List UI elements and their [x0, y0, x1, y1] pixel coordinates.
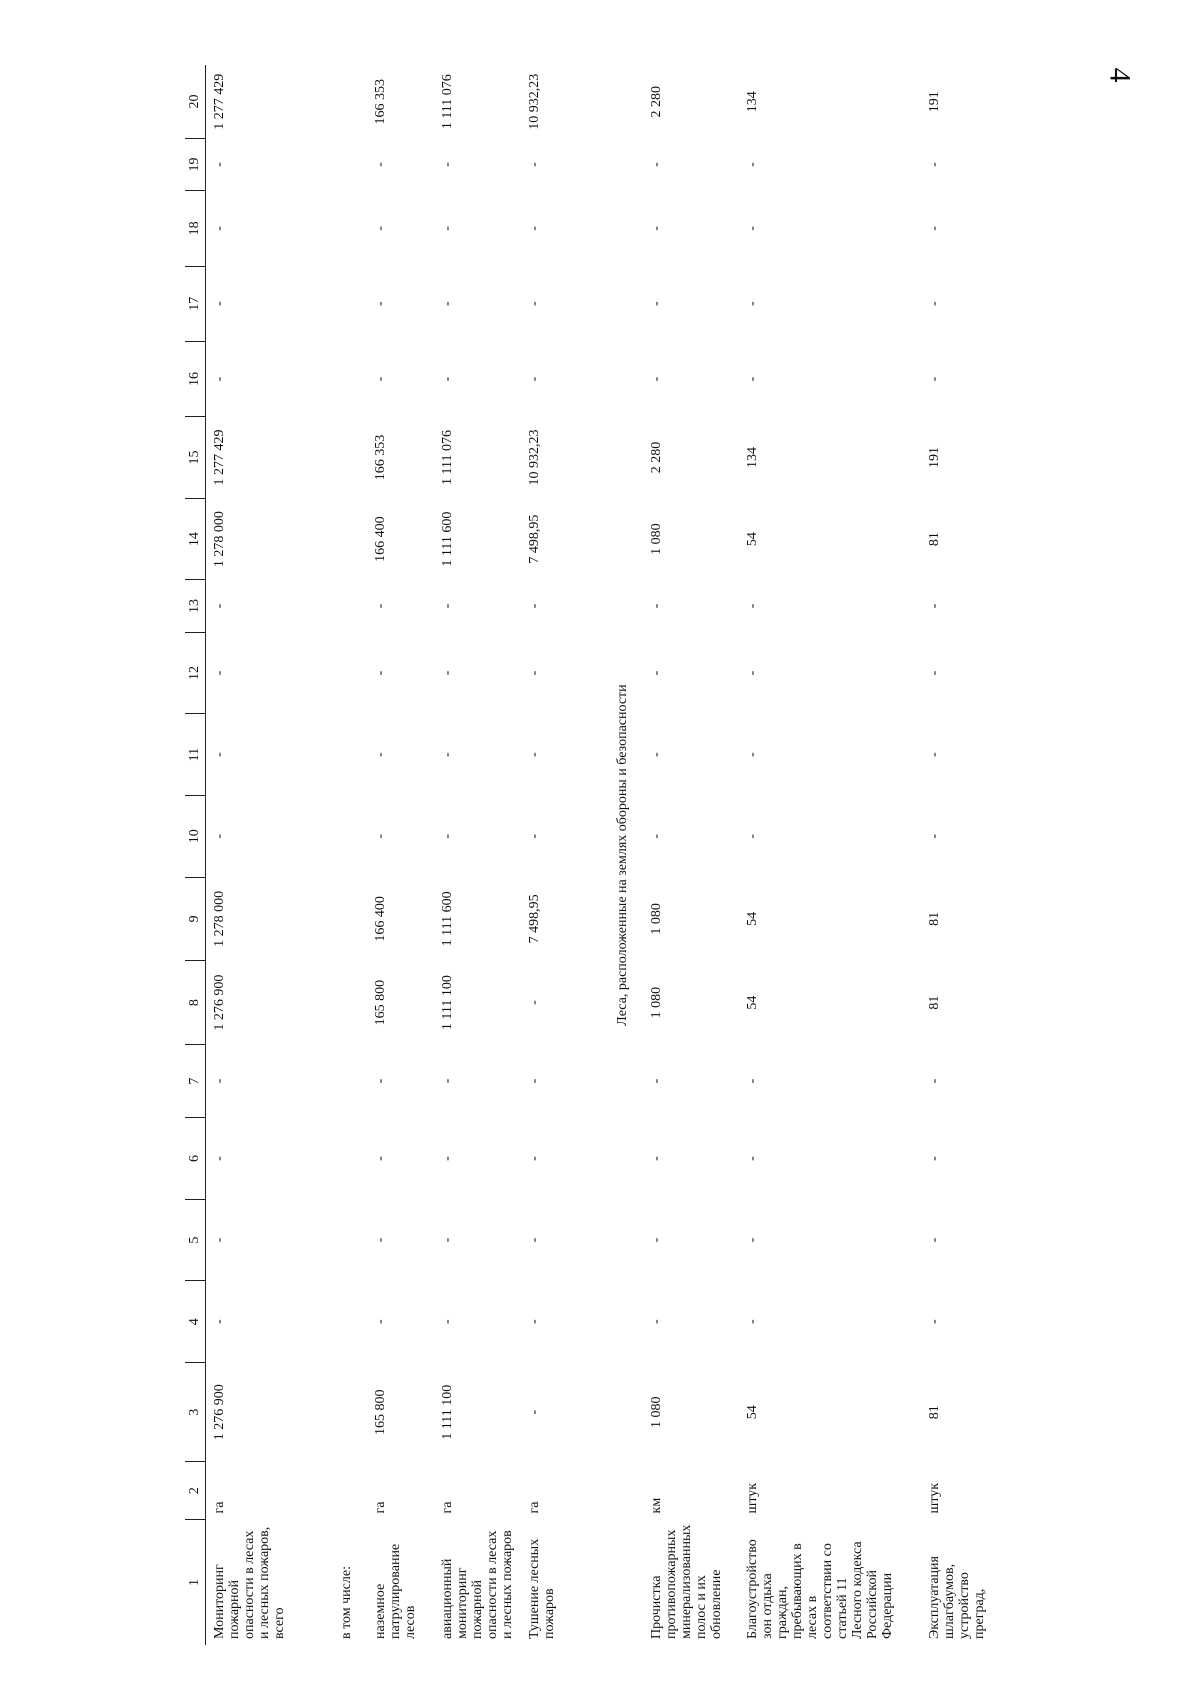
table-cell: -	[527, 1409, 542, 1415]
table-cell: -	[527, 670, 542, 676]
table-cell: -	[440, 1237, 455, 1243]
table-cell: 134	[745, 446, 760, 468]
column-header: 20	[185, 65, 206, 138]
table-cell	[333, 877, 367, 961]
table-cell: 1 278 000	[212, 890, 227, 947]
table-cell: 81	[927, 911, 942, 926]
table-cell	[333, 1281, 367, 1363]
row-unit: га	[440, 1501, 455, 1514]
row-name: Тушение лесных пожаров	[527, 1538, 557, 1639]
page-number: 4	[1103, 67, 1137, 83]
table-cell: -	[212, 1078, 227, 1084]
table-cell: -	[373, 226, 388, 231]
column-header: 9	[185, 877, 206, 961]
table-cell	[333, 1118, 367, 1200]
table-cell: -	[527, 752, 542, 757]
table-cell: 10 932,23	[527, 429, 542, 486]
table-cell: -	[527, 1156, 542, 1161]
table-cell: -	[927, 376, 942, 382]
table-cell: 166 400	[373, 896, 388, 942]
row-unit: га	[373, 1501, 388, 1514]
table-cell: 81	[927, 532, 942, 547]
row-name: авиационный мониторинг пожарной опасности в лесах и лесных пожаров	[440, 1530, 515, 1639]
table-cell: 2 280	[649, 85, 664, 118]
table-cell: -	[527, 1319, 542, 1325]
table-cell: -	[527, 603, 542, 609]
table-cell: -	[745, 603, 760, 609]
table-cell: -	[212, 1156, 227, 1161]
table-cell: 54	[745, 911, 760, 926]
table-cell: 1 111 076	[440, 430, 455, 485]
table-cell: 1 277 429	[212, 429, 227, 486]
table-cell: 1 080	[649, 903, 664, 935]
table-cell: -	[649, 1156, 664, 1161]
table-cell: -	[649, 752, 664, 757]
table-row	[921, 65, 1023, 1645]
table-cell	[333, 580, 367, 632]
table-cell: -	[373, 301, 388, 307]
table-cell: -	[927, 301, 942, 307]
row-name: Прочистка противопожарных минерализованных полос и их обновление	[649, 1524, 724, 1639]
row-unit: га	[527, 1501, 542, 1514]
table-cell: -	[745, 833, 760, 839]
table-cell: -	[527, 833, 542, 839]
table-cell: 1 276 900	[212, 1384, 227, 1441]
table-cell: 1 080	[649, 523, 664, 555]
column-header: 17	[185, 266, 206, 341]
table-cell: -	[373, 1078, 388, 1084]
column-header: 16	[185, 341, 206, 416]
table-cell: 54	[745, 532, 760, 547]
column-header: 10	[185, 795, 206, 877]
column-header: 19	[185, 138, 206, 190]
row-name: Благоустройство зон отдыха граждан, пребывающих в лесах в соответствии со статьей 11 Лесного кодекса Российской Федерации	[745, 1539, 895, 1639]
table-cell: -	[440, 1078, 455, 1084]
data-table	[185, 65, 1023, 1645]
column-header: 1	[185, 1519, 206, 1645]
row-name: наземное патрулирование лесов	[373, 1543, 418, 1639]
table-cell: -	[745, 1156, 760, 1161]
table-cell	[333, 632, 367, 714]
table-cell: 1 080	[649, 986, 664, 1019]
table-cell: -	[212, 603, 227, 609]
table-row	[739, 65, 921, 1645]
table-cell: -	[649, 226, 664, 231]
table-cell: -	[212, 1237, 227, 1243]
table-cell: -	[649, 1237, 664, 1243]
table-cell: -	[649, 162, 664, 167]
row-unit: штук	[745, 1482, 760, 1514]
table-cell: 54	[745, 995, 760, 1010]
table-cell: -	[212, 670, 227, 676]
table-cell	[333, 795, 367, 877]
table-cell: -	[440, 376, 455, 382]
section-title: Леса, расположенные на землях обороны и безопасности	[615, 684, 630, 1026]
row-name: Мониторинг пожарной опасности в лесах и лесных пожаров, всего	[212, 1526, 287, 1639]
table-cell: 81	[927, 1405, 942, 1420]
table-cell: -	[927, 752, 942, 757]
column-header: 3	[185, 1363, 206, 1462]
table-cell: 191	[927, 91, 942, 113]
column-header: 6	[185, 1118, 206, 1200]
table-row	[434, 65, 521, 1645]
table-cell: 7 498,95	[527, 894, 542, 944]
column-header: 14	[185, 498, 206, 580]
table-cell: -	[373, 752, 388, 757]
table-cell: 54	[745, 1405, 760, 1420]
table-cell: -	[440, 833, 455, 839]
row-unit: штук	[927, 1482, 942, 1514]
table-cell: -	[745, 162, 760, 167]
table-cell	[333, 714, 367, 796]
table-cell: 1 276 900	[212, 974, 227, 1031]
table-cell: -	[440, 162, 455, 167]
row-unit: га	[212, 1501, 227, 1514]
table-cell: -	[373, 603, 388, 609]
table-row	[333, 65, 367, 1645]
table-cell: -	[927, 1237, 942, 1243]
table-cell: -	[527, 301, 542, 307]
table-cell: -	[745, 226, 760, 231]
table-cell: -	[212, 301, 227, 307]
table-cell: -	[745, 670, 760, 676]
table-cell: -	[649, 833, 664, 839]
table-cell: -	[212, 833, 227, 839]
column-header: 11	[185, 714, 206, 796]
table-cell: -	[212, 1319, 227, 1325]
table-cell: -	[927, 670, 942, 676]
table-cell: 1 111 076	[440, 74, 455, 130]
table-cell: -	[649, 603, 664, 609]
table-cell: -	[745, 752, 760, 757]
table-cell	[333, 138, 367, 190]
column-header: 12	[185, 632, 206, 714]
table-body-defense	[643, 65, 1023, 1645]
table-cell: -	[527, 1078, 542, 1084]
table-cell: -	[212, 226, 227, 231]
table-cell: 10 932,23	[527, 73, 542, 130]
table-cell: 81	[927, 995, 942, 1010]
row-unit	[333, 1462, 367, 1520]
table-row	[521, 65, 613, 1645]
table-row	[367, 65, 434, 1645]
table-cell: -	[745, 1319, 760, 1325]
table-cell: 1 111 600	[440, 511, 455, 567]
table-cell: -	[373, 1319, 388, 1325]
table-cell: -	[373, 1156, 388, 1161]
table-cell: -	[527, 1237, 542, 1243]
table-cell: -	[745, 1078, 760, 1084]
table-cell: -	[927, 162, 942, 167]
table-cell	[333, 191, 367, 266]
table-cell: -	[649, 376, 664, 382]
column-header: 2	[185, 1462, 206, 1520]
table-cell: -	[440, 1156, 455, 1161]
table-cell: -	[212, 162, 227, 167]
table-cell: 7 498,95	[527, 514, 542, 564]
table-row	[206, 65, 334, 1645]
table-row	[643, 65, 739, 1645]
table-cell: -	[527, 226, 542, 231]
table-cell: 2 280	[649, 441, 664, 474]
table-cell: -	[373, 1237, 388, 1243]
column-header: 7	[185, 1044, 206, 1117]
table-cell: -	[745, 376, 760, 382]
table-cell: -	[527, 1000, 542, 1005]
table-cell: 134	[745, 91, 760, 113]
table-cell: 165 800	[373, 979, 388, 1026]
table-cell: -	[745, 1237, 760, 1243]
table-cell	[333, 266, 367, 341]
table-cell	[333, 417, 367, 499]
table-cell: -	[527, 162, 542, 167]
table-cell: -	[927, 833, 942, 839]
table-cell: 1 277 429	[212, 73, 227, 130]
row-name: в том числе:	[339, 1566, 354, 1639]
table-cell: 1 080	[649, 1396, 664, 1428]
table-section-row	[613, 65, 643, 1645]
table-cell: -	[212, 752, 227, 757]
table-cell: -	[373, 376, 388, 382]
table-cell	[333, 1363, 367, 1462]
row-unit: км	[649, 1497, 664, 1514]
table-cell	[333, 65, 367, 138]
table-cell: -	[440, 752, 455, 757]
table-cell: -	[927, 226, 942, 231]
table-cell: -	[440, 301, 455, 307]
table-cell: -	[927, 1078, 942, 1084]
table-cell: -	[745, 301, 760, 307]
table-cell: -	[440, 603, 455, 609]
table-cell: -	[373, 670, 388, 676]
table-cell: 1 111 100	[440, 1384, 455, 1440]
table-cell: -	[373, 833, 388, 839]
table-cell: -	[212, 376, 227, 382]
column-header: 13	[185, 580, 206, 632]
table-cell	[333, 498, 367, 580]
table-cell: -	[373, 162, 388, 167]
table-cell: -	[649, 1078, 664, 1084]
table-cell: -	[440, 1319, 455, 1325]
column-header: 15	[185, 417, 206, 499]
table-cell: -	[649, 670, 664, 676]
table-cell: 1 111 600	[440, 891, 455, 947]
table-cell	[333, 1199, 367, 1281]
rotated-table-container	[185, 65, 987, 1645]
table-cell: 166 400	[373, 516, 388, 562]
table-cell: -	[440, 226, 455, 231]
table-cell: -	[649, 1319, 664, 1325]
table-cell: 166 353	[373, 434, 388, 481]
row-name: Эксплуатация шлагбаумов, устройство преград,	[927, 1556, 987, 1639]
column-header: 5	[185, 1199, 206, 1281]
table-cell: -	[527, 376, 542, 382]
table-body-main	[206, 65, 614, 1645]
table-cell	[333, 341, 367, 416]
column-number-header	[185, 65, 206, 1645]
table-cell	[333, 961, 367, 1045]
table-cell: 191	[927, 446, 942, 468]
table-cell: -	[927, 1156, 942, 1161]
column-header: 18	[185, 191, 206, 266]
table-cell: -	[927, 1319, 942, 1325]
column-header: 4	[185, 1281, 206, 1363]
table-cell	[333, 1044, 367, 1117]
table-cell: 1 278 000	[212, 511, 227, 568]
table-cell: 165 800	[373, 1389, 388, 1435]
table-cell: -	[927, 603, 942, 609]
table-cell: 1 111 100	[440, 975, 455, 1031]
table-cell: -	[440, 670, 455, 676]
column-header: 8	[185, 961, 206, 1045]
table-cell: 166 353	[373, 78, 388, 125]
table-cell: -	[649, 301, 664, 307]
